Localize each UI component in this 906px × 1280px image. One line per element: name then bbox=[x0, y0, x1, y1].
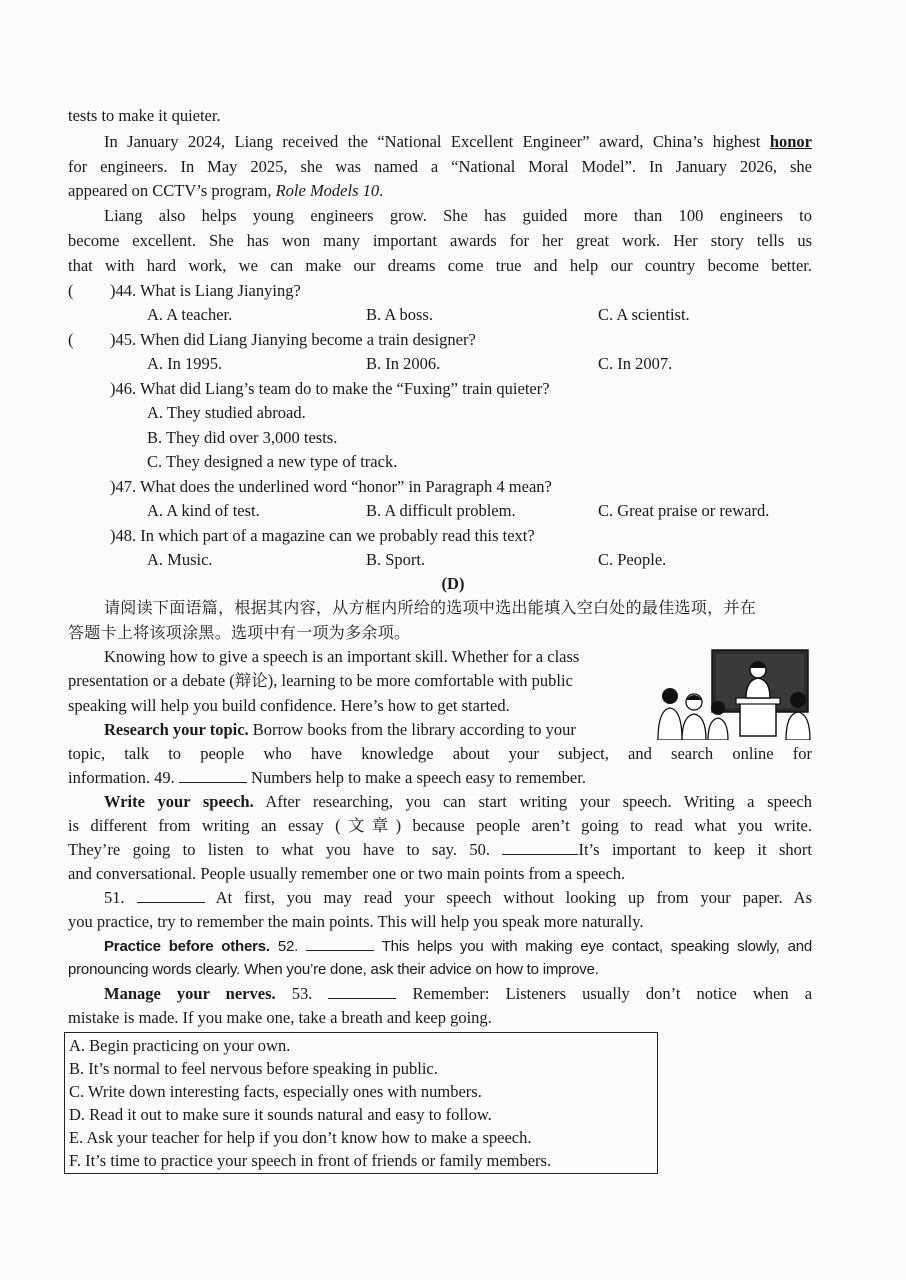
research-line bbox=[68, 768, 812, 788]
box-option-a: A. Begin practicing on your own. bbox=[69, 1036, 291, 1055]
answer-paren: ( bbox=[68, 330, 74, 349]
blank-53[interactable] bbox=[328, 984, 396, 999]
speech-classroom-illustration bbox=[656, 644, 812, 740]
paragraph-text: It’s important to keep it short bbox=[578, 840, 813, 859]
option-a: A. They studied abroad. bbox=[147, 403, 306, 422]
underlined-word-honor: honor bbox=[769, 132, 812, 151]
intro-line: presentation or a debate (辩论), learning to be more comfortable with public bbox=[68, 671, 573, 690]
paragraph-text: They’re going to listen to what you have to say. 50. bbox=[68, 840, 503, 859]
blank-50[interactable] bbox=[502, 840, 578, 855]
question-46: )46. What did Liang’s team do to make the “Fuxing” train quieter? bbox=[110, 379, 550, 398]
option-c: C. In 2007. bbox=[598, 354, 673, 373]
write-line: and conversational. People usually remember one or two main points from a speech. bbox=[68, 864, 626, 883]
passage-text: appeared on CCTV’s program, bbox=[68, 181, 276, 200]
blank-52[interactable] bbox=[306, 936, 374, 951]
nerves-line bbox=[104, 984, 812, 1004]
paragraph-text: Borrow books from the library according to your bbox=[248, 720, 576, 739]
passage-line: that with hard work, we can make our dreams come true and help our country become better. bbox=[68, 256, 812, 275]
practice-line bbox=[104, 936, 812, 957]
box-option-c: C. Write down interesting facts, especially ones with numbers. bbox=[69, 1082, 482, 1101]
paragraph-text: At first, you may read your speech without looking up from your paper. As bbox=[204, 888, 813, 907]
nerves-title: Manage your nerves. bbox=[104, 984, 276, 1003]
paragraph-text: information. 49. bbox=[68, 768, 179, 787]
option-a: A. A teacher. bbox=[147, 305, 233, 324]
option-c: C. Great praise or reward. bbox=[598, 501, 770, 520]
intro-line: Knowing how to give a speech is an important skill. Whether for a class bbox=[104, 647, 580, 666]
blank-51[interactable] bbox=[137, 888, 205, 903]
question-47: )47. What does the underlined word “honor” in Paragraph 4 mean? bbox=[110, 477, 552, 496]
answer-paren: ( bbox=[68, 281, 74, 300]
instruction-line: 答题卡上将该项涂黑。选项中有一项为多余项。 bbox=[68, 623, 411, 642]
box-option-e: E. Ask your teacher for help if you don’t know how to make a speech. bbox=[69, 1128, 532, 1147]
option-c: C. People. bbox=[598, 550, 667, 569]
paragraph-text: This helps you with making eye contact, speaking slowly, and bbox=[374, 938, 813, 955]
research-line bbox=[104, 720, 648, 740]
option-a: A. Music. bbox=[147, 550, 213, 569]
passage-text: In January 2024, Liang received the “National Excellent Engineer” award, China’s highest bbox=[104, 132, 770, 151]
write-line bbox=[68, 840, 812, 860]
write-title: Write your speech. bbox=[104, 792, 254, 811]
program-title: Role Models 10 bbox=[275, 181, 380, 200]
box-option-b: B. It’s normal to feel nervous before speaking in public. bbox=[69, 1059, 438, 1078]
box-option-d: D. Read it out to make sure it sounds natural and easy to follow. bbox=[69, 1105, 492, 1124]
box-option-f: F. It’s time to practice your speech in front of friends or family members. bbox=[69, 1151, 552, 1170]
option-c: C. They designed a new type of track. bbox=[147, 452, 398, 471]
write-line: is different from writing an essay (文章) because people aren’t going to read what you write. bbox=[68, 816, 812, 835]
question-44: )44. What is Liang Jianying? bbox=[110, 281, 301, 300]
passage-line: become excellent. She has won many important awards for her great work. Her story tells us bbox=[68, 231, 812, 250]
option-b: B. They did over 3,000 tests. bbox=[147, 428, 338, 447]
question-45: )45. When did Liang Jianying become a train designer? bbox=[110, 330, 476, 349]
research-line: topic, talk to people who have knowledge about your subject, and search online for bbox=[68, 744, 812, 763]
option-b: B. A boss. bbox=[366, 305, 433, 324]
question-48: )48. In which part of a magazine can we probably read this text? bbox=[110, 526, 535, 545]
passage-line bbox=[104, 132, 812, 152]
paragraph-text: After researching, you can start writing your speech. Writing a speech bbox=[253, 792, 813, 811]
passage-line: tests to make it quieter. bbox=[68, 106, 221, 125]
passage-text: . bbox=[379, 181, 384, 200]
intro-line: speaking will help you build confidence. Here’s how to get started. bbox=[68, 696, 510, 715]
option-c: C. A scientist. bbox=[598, 305, 690, 324]
option-b: B. A difficult problem. bbox=[366, 501, 516, 520]
paragraph-text: 51. bbox=[104, 888, 137, 907]
para-51-line: you practice, try to remember the main points. This will help you speak more naturally. bbox=[68, 912, 644, 931]
option-a: A. In 1995. bbox=[147, 354, 223, 373]
instruction-line: 请阅读下面语篇，根据其内容，从方框内所给的选项中选出能填入空白处的最佳选项，并在 bbox=[104, 598, 757, 617]
passage-line: for engineers. In May 2025, she was named a “National Moral Model”. In January 2026, she bbox=[68, 157, 812, 176]
options-box bbox=[64, 1032, 658, 1174]
practice-title: Practice before others. bbox=[104, 938, 270, 955]
option-a: A. A kind of test. bbox=[147, 501, 260, 520]
research-title: Research your topic. bbox=[104, 720, 249, 739]
nerves-line: mistake is made. If you make one, take a breath and keep going. bbox=[68, 1008, 492, 1027]
section-heading: (D) bbox=[441, 574, 465, 593]
practice-line: pronouncing words clearly. When you’re done, ask their advice on how to improve. bbox=[68, 961, 599, 978]
passage-line bbox=[68, 181, 812, 201]
paragraph-text: Numbers help to make a speech easy to remember. bbox=[246, 768, 586, 787]
blank-49[interactable] bbox=[179, 768, 247, 783]
option-b: B. In 2006. bbox=[366, 354, 441, 373]
paragraph-text: 52. bbox=[269, 938, 307, 955]
para-51-line bbox=[104, 888, 812, 908]
write-line bbox=[104, 792, 812, 812]
passage-line: Liang also helps young engineers grow. She has guided more than 100 engineers to bbox=[104, 206, 812, 225]
paragraph-text: Remember: Listeners usually don’t notice when a bbox=[396, 984, 813, 1003]
option-b: B. Sport. bbox=[366, 550, 426, 569]
paragraph-text: 53. bbox=[275, 984, 329, 1003]
